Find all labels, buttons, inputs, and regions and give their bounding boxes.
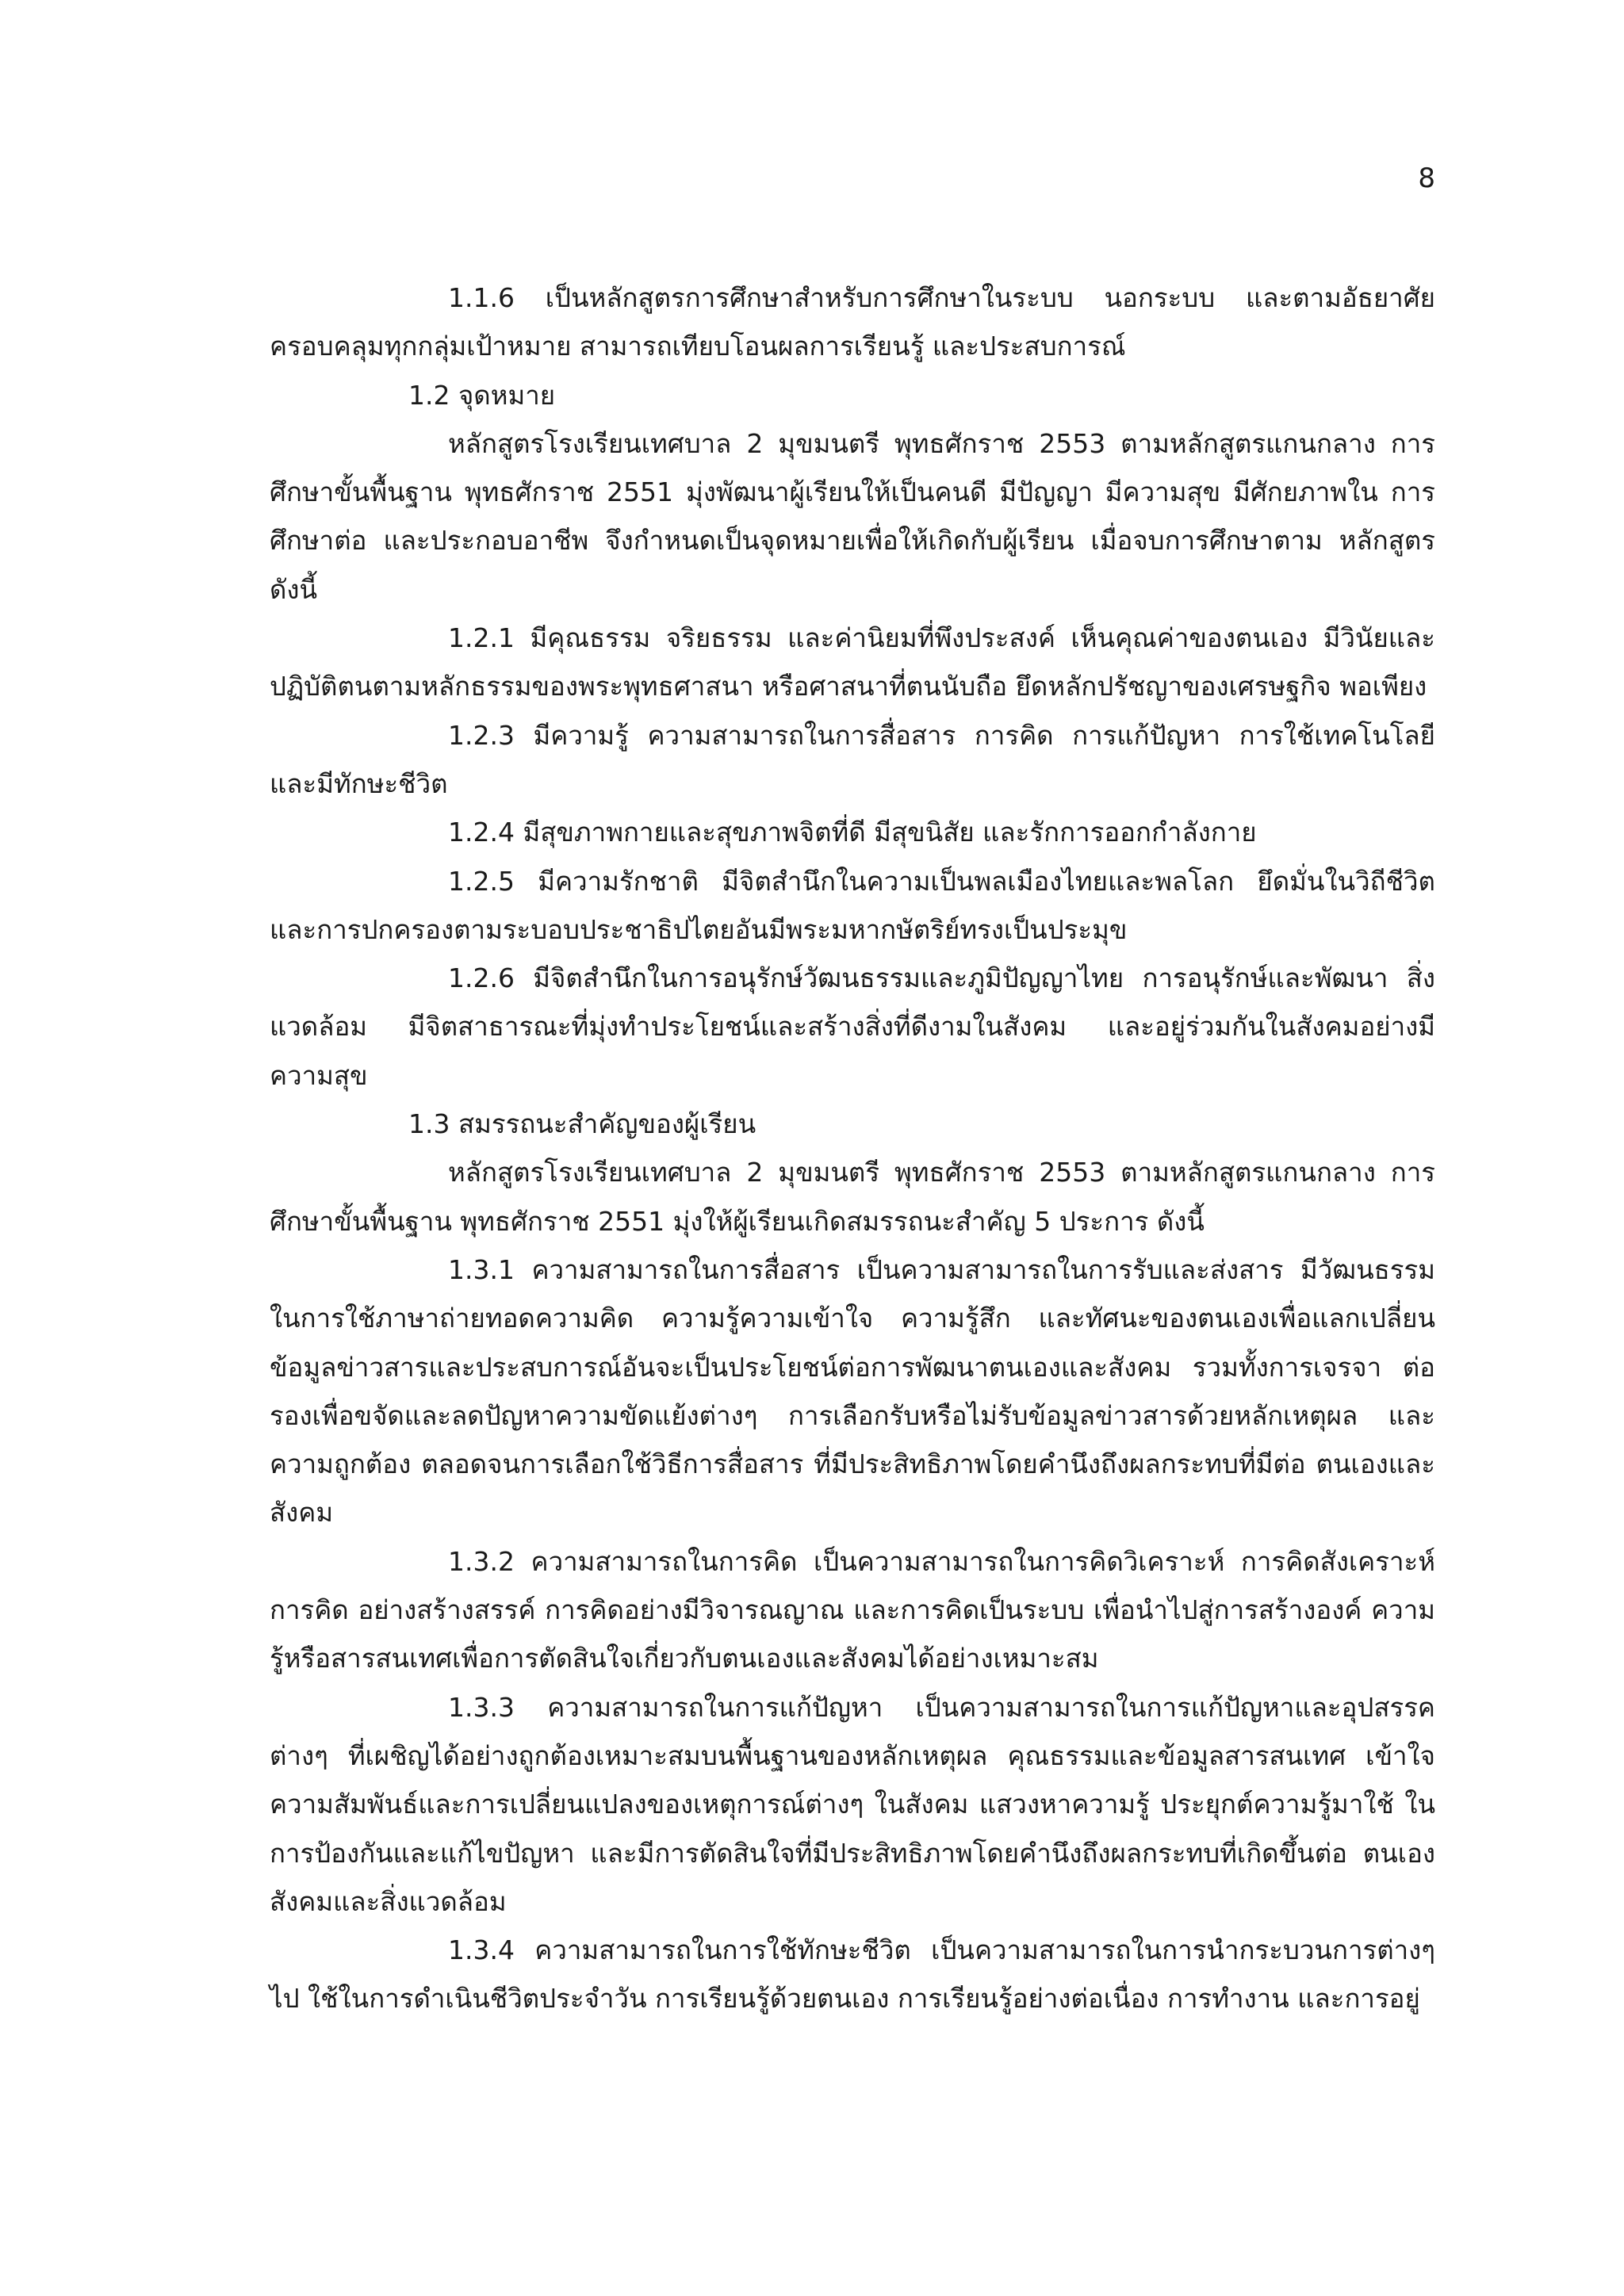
paragraph-1-2-5: 1.2.5 มีความรักชาติ มีจิตสำนึกในความเป็นพลเมืองไทยและพลโลก ยึดมั่นในวิถีชีวิต และการปกครองตามระบอบประชาธิปไตยอันมีพระมหากษัตริย์ทรงเป็นประมุข [270,865,1435,945]
paragraph-1-3-2: 1.3.2 ความสามารถในการคิด เป็นความสามารถในการคิดวิเคราะห์ การคิดสังเคราะห์ การคิด อย่างสร้างสรรค์ การคิดอย่างมีวิจารณญาณ และการคิดเป็นระบบ เพื่อนำไปสู่การสร้างองค์ ความรู้หรือสารสนเทศเพื่อการตัดสินใจเกี่ยวกับตนเองและสังคมได้อย่างเหมาะสม [270,1545,1435,1674]
paragraph-1-3-1: 1.3.1 ความสามารถในการสื่อสาร เป็นความสามารถในการรับและส่งสาร มีวัฒนธรรม ในการใช้ภาษาถ่ายทอดความคิด ความรู้ความเข้าใจ ความรู้สึก และทัศนะของตนเองเพื่อแลกเปลี่ยน ข้อมูลข่าวสารและประสบการณ์อันจะเป็นประโยชน์ต่อการพัฒนาตนเองและสังคม รวมทั้งการเจรจา ต่อรองเพื่อขจัดและลดปัญหาความขัดแย้งต่างๆ การเลือกรับหรือไม่รับข้อมูลข่าวสารด้วยหลักเหตุผล และความถูกต้อง ตลอดจนการเลือกใช้วิธีการสื่อสาร ที่มีประสิทธิภาพโดยคำนึงถึงผลกระทบที่มีต่อ ตนเองและสังคม [270,1253,1435,1529]
paragraph-1-3-4: 1.3.4 ความสามารถในการใช้ทักษะชีวิต เป็นความสามารถในการนำกระบวนการต่างๆ ไป ใช้ในการดำเนินชีวิตประจำวัน การเรียนรู้ด้วยตนเอง การเรียนรู้อย่างต่อเนื่อง การทำงาน และการอยู่ [270,1934,1435,2015]
section-heading-1-3: 1.3 สมรรถนะสำคัญของผู้เรียน [408,1108,756,1140]
paragraph-1-2-3: 1.2.3 มีความรู้ ความสามารถในการสื่อสาร การคิด การแก้ปัญหา การใช้เทคโนโลยี และมีทักษะชีวิต [270,719,1435,799]
document-body [270,274,1435,2023]
paragraph-1-3-intro: หลักสูตรโรงเรียนเทศบาล 2 มุขมนตรี พุทธศักราช 2553 ตามหลักสูตรแกนกลาง การศึกษาขั้นพื้นฐาน พุทธศักราช 2551 มุ่งให้ผู้เรียนเกิดสมรรถนะสำคัญ 5 ประการ ดังนี้ [270,1157,1435,1237]
paragraph-1-2-6: 1.2.6 มีจิตสำนึกในการอนุรักษ์วัฒนธรรมและภูมิปัญญาไทย การอนุรักษ์และพัฒนา สิ่งแวดล้อม มีจิตสาธารณะที่มุ่งทำประโยชน์และสร้างสิ่งที่ดีงามในสังคม และอยู่ร่วมกันในสังคมอย่างมี ความสุข [270,962,1435,1091]
section-heading-1-2: 1.2 จุดหมาย [408,379,556,411]
paragraph-1-2-intro: หลักสูตรโรงเรียนเทศบาล 2 มุขมนตรี พุทธศักราช 2553 ตามหลักสูตรแกนกลาง การศึกษาขั้นพื้นฐาน พุทธศักราช 2551 มุ่งพัฒนาผู้เรียนให้เป็นคนดี มีปัญญา มีความสุข มีศักยภาพใน การศึกษาต่อ และประกอบอาชีพ จึงกำหนดเป็นจุดหมายเพื่อให้เกิดกับผู้เรียน เมื่อจบการศึกษาตาม หลักสูตร ดังนี้ [270,427,1435,605]
paragraph-1-3-3: 1.3.3 ความสามารถในการแก้ปัญหา เป็นความสามารถในการแก้ปัญหาและอุปสรรค ต่างๆ ที่เผชิญได้อย่างถูกต้องเหมาะสมบนพื้นฐานของหลักเหตุผล คุณธรรมและข้อมูลสารสนเทศ เข้าใจ ความสัมพันธ์และการเปลี่ยนแปลงของเหตุการณ์ต่างๆ ในสังคม แสวงหาความรู้ ประยุกต์ความรู้มาใช้ ในการป้องกันและแก้ไขปัญหา และมีการตัดสินใจที่มีประสิทธิภาพโดยคำนึงถึงผลกระทบที่เกิดขึ้นต่อ ตนเอง สังคมและสิ่งแวดล้อม [270,1691,1435,1917]
paragraph-1-1-6: 1.1.6 เป็นหลักสูตรการศึกษาสำหรับการศึกษาในระบบ นอกระบบ และตามอัธยาศัย ครอบคลุมทุกกลุ่มเป้าหมาย สามารถเทียบโอนผลการเรียนรู้ และประสบการณ์ [270,282,1435,362]
page-number: 8 [1418,163,1435,194]
paragraph-1-2-4: 1.2.4 มีสุขภาพกายและสุขภาพจิตที่ดี มีสุขนิสัย และรักการออกกำลังกาย [448,817,1257,848]
paragraph-1-2-1: 1.2.1 มีคุณธรรม จริยธรรม และค่านิยมที่พึงประสงค์ เห็นคุณค่าของตนเอง มีวินัยและ ปฏิบัติตนตามหลักธรรมของพระพุทธศาสนา หรือศาสนาที่ตนนับถือ ยึดหลักปรัชญาของเศรษฐกิจ พอเพียง [270,622,1435,702]
